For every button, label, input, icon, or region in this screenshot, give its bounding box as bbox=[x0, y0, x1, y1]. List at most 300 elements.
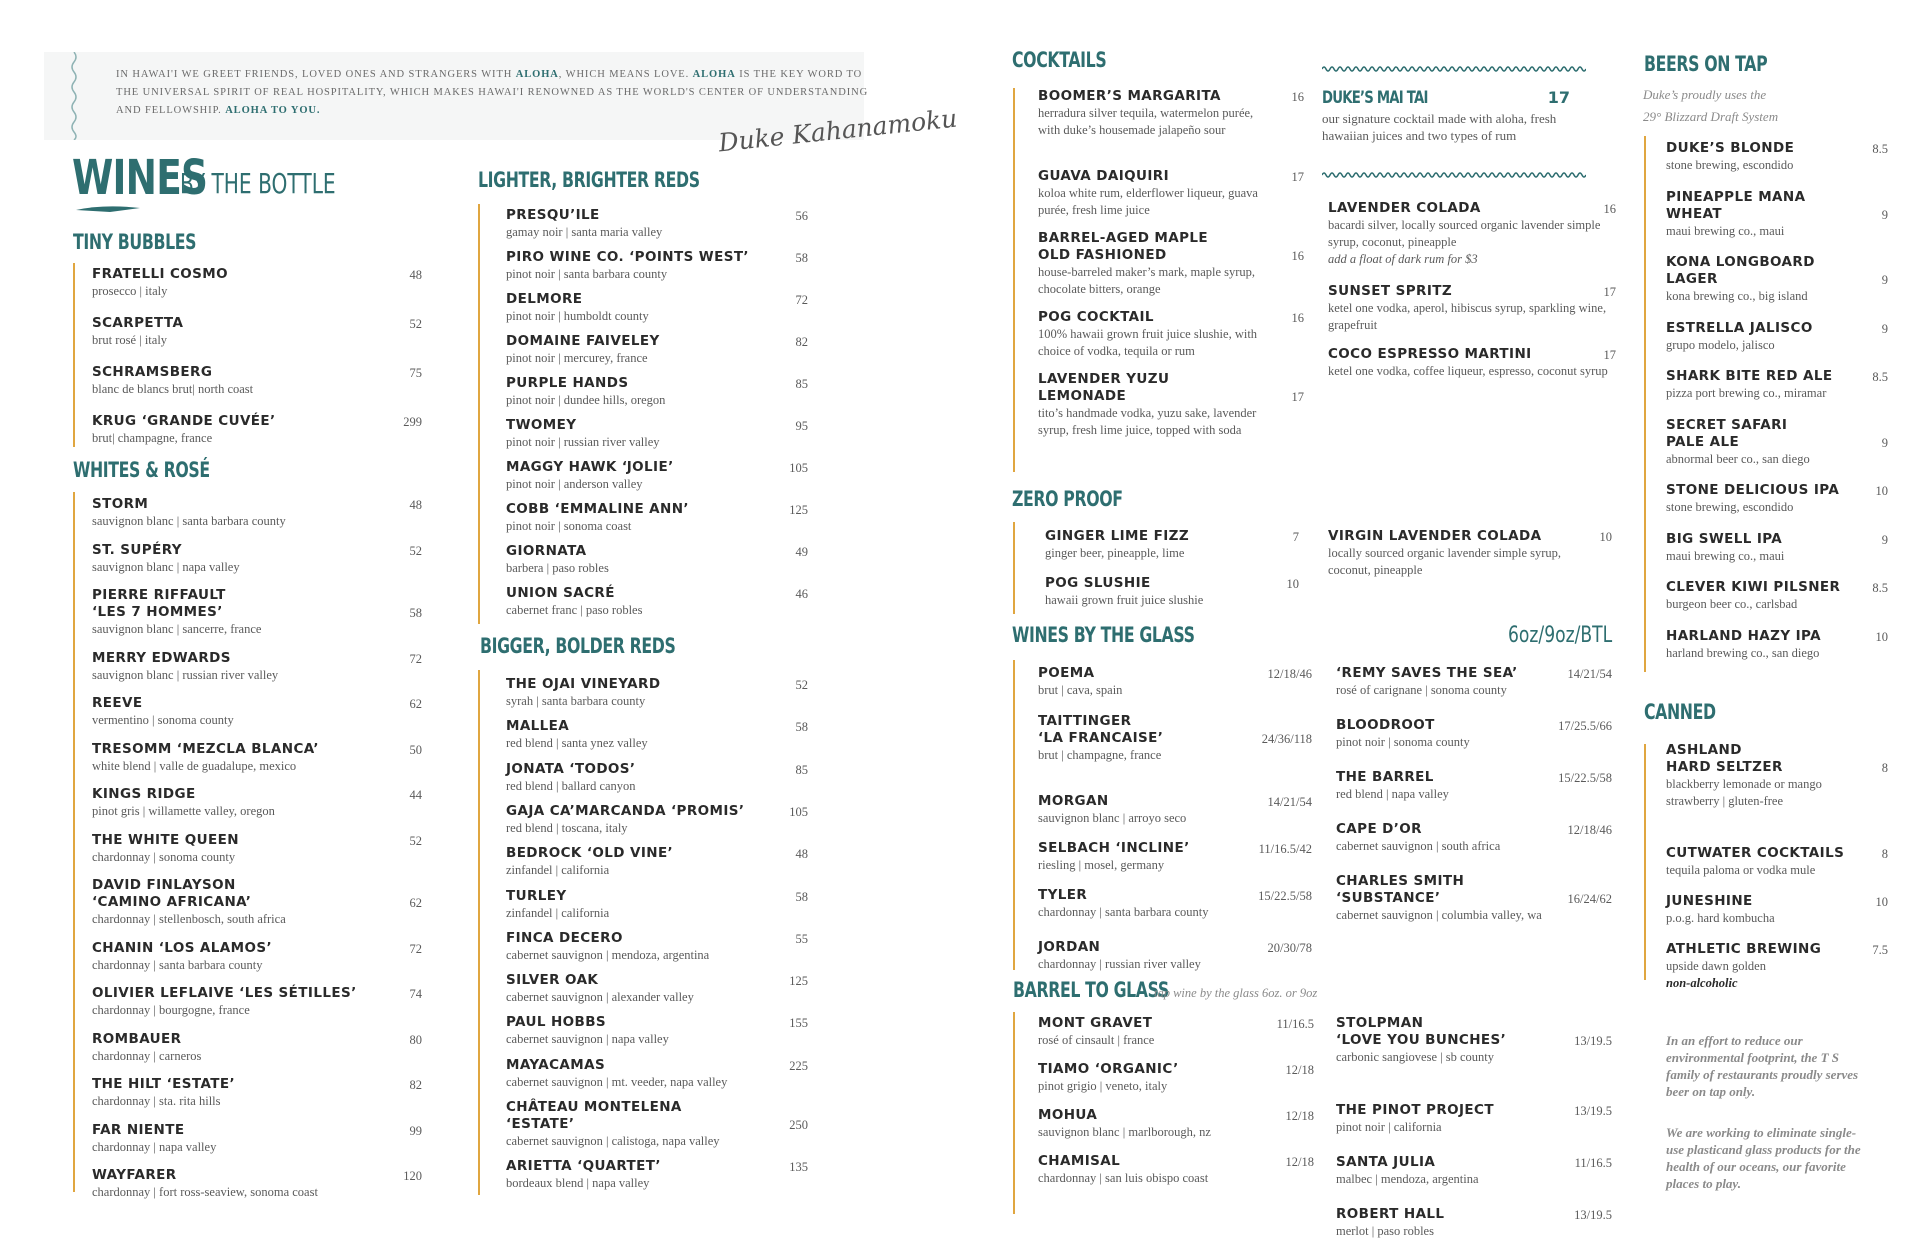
item-price: 15/22.5/58 bbox=[1558, 771, 1612, 785]
item-description: zinfandel | california bbox=[506, 863, 610, 878]
bolder-reds-item bbox=[506, 1014, 808, 1048]
item-name: PIRO WINE CO. ‘POINTS WEST’ bbox=[506, 249, 749, 265]
bolder-reds-item bbox=[506, 930, 808, 964]
item-name: MERRY EDWARDS bbox=[92, 649, 231, 666]
item-name: ROBERT HALL bbox=[1336, 1206, 1445, 1222]
item-price: 125 bbox=[789, 503, 808, 517]
item-description: ginger beer, pineapple, lime bbox=[1045, 546, 1185, 560]
item-price: 75 bbox=[409, 366, 422, 380]
glass-wine-item bbox=[1336, 665, 1612, 699]
whites-item bbox=[92, 1076, 422, 1110]
item-description: tito’s handmade vodka, yuzu sake, lavender syrup, fresh lime juice, topped with soda bbox=[1038, 406, 1257, 437]
item-name: MALLEA bbox=[506, 718, 570, 735]
item-price: 10 bbox=[1286, 577, 1299, 591]
item-price: 17 bbox=[1603, 348, 1616, 362]
item-price: 15/22.5/58 bbox=[1258, 889, 1312, 903]
bolder-reds-title: BIGGER, BOLDER REDS bbox=[480, 634, 676, 658]
item-name: JORDAN bbox=[1038, 939, 1101, 955]
item-name: MAGGY HAWK ‘JOLIE’ bbox=[506, 459, 674, 475]
item-price: 72 bbox=[795, 293, 808, 307]
item-name: POG COCKTAIL bbox=[1038, 309, 1154, 325]
item-price: 7 bbox=[1292, 530, 1299, 544]
item-price: 11/16.5 bbox=[1276, 1017, 1314, 1031]
item-description: upside dawn golden bbox=[1666, 959, 1766, 973]
item-description: pizza port brewing co., miramar bbox=[1666, 386, 1827, 400]
item-description: ketel one vodka, coffee liqueur, espresso, coconut syrup bbox=[1328, 364, 1608, 378]
wines-title-big: WINES bbox=[72, 150, 208, 206]
item-description: pinot noir | dundee hills, oregon bbox=[506, 393, 666, 407]
item-name: HARLAND HAZY IPA bbox=[1666, 627, 1821, 644]
item-price: 48 bbox=[409, 498, 422, 512]
item-description: pinot noir | santa barbara county bbox=[506, 267, 668, 281]
glass-wine-item bbox=[1038, 793, 1312, 827]
cocktail-item bbox=[1328, 283, 1616, 334]
item-price: 12/18 bbox=[1285, 1155, 1314, 1169]
barrel-wine-item bbox=[1336, 1154, 1612, 1188]
item-price: 62 bbox=[409, 896, 422, 910]
item-price: 10 bbox=[1875, 629, 1888, 644]
item-description: merlot | paso robles bbox=[1336, 1224, 1434, 1238]
item-price: 8.5 bbox=[1872, 370, 1888, 384]
beer-item bbox=[1666, 189, 1888, 240]
item-price: 155 bbox=[789, 1016, 808, 1031]
item-price: 44 bbox=[409, 788, 422, 802]
bolder-reds-item bbox=[506, 845, 808, 879]
glass-wine-item bbox=[1038, 665, 1312, 699]
item-price: 82 bbox=[409, 1078, 422, 1092]
item-name: FAR NIENTE bbox=[92, 1121, 185, 1138]
item-price: 135 bbox=[789, 1160, 808, 1175]
item-price: 16 bbox=[1291, 249, 1304, 263]
tiny-bubbles-item bbox=[92, 315, 422, 349]
bolder-reds-item bbox=[506, 972, 808, 1006]
zero-proof-item bbox=[1328, 528, 1612, 579]
item-name: ASHLAND bbox=[1666, 742, 1742, 758]
bolder-reds-item bbox=[506, 676, 808, 710]
item-price: 95 bbox=[795, 419, 808, 433]
item-description: pinot noir | anderson valley bbox=[506, 477, 643, 491]
item-price: 80 bbox=[409, 1032, 422, 1047]
item-description: sauvignon blanc | santa barbara county bbox=[92, 514, 286, 528]
mai-tai-name: DUKE’S MAI TAI bbox=[1322, 88, 1428, 108]
item-name: GAJA CA’MARCANDA ‘PROMIS’ bbox=[506, 802, 745, 819]
tiny-bubbles-item bbox=[92, 413, 422, 447]
item-name: DAVID FINLAYSON bbox=[92, 877, 236, 893]
item-description: riesling | mosel, germany bbox=[1038, 858, 1165, 872]
item-description: carbonic sangiovese | sb county bbox=[1336, 1050, 1495, 1064]
item-description: chardonnay | napa valley bbox=[92, 1139, 217, 1154]
item-price: 10 bbox=[1875, 895, 1888, 909]
item-price: 46 bbox=[795, 587, 808, 601]
item-name-line2: WHEAT bbox=[1666, 205, 1723, 222]
beer-item bbox=[1666, 368, 1888, 402]
item-price: 105 bbox=[789, 461, 808, 475]
item-name: ST. SUPÉRY bbox=[92, 541, 182, 558]
lighter-reds-item bbox=[506, 291, 808, 325]
item-price: 9 bbox=[1881, 321, 1888, 336]
item-description: red blend | napa valley bbox=[1336, 787, 1449, 801]
item-price: 8.5 bbox=[1872, 581, 1888, 595]
item-description: brut rosé | italy bbox=[92, 333, 168, 347]
item-description: chardonnay | san luis obispo coast bbox=[1038, 1171, 1209, 1185]
item-name: THE WHITE QUEEN bbox=[92, 831, 239, 848]
item-description: sauvignon blanc | russian river valley bbox=[92, 667, 279, 682]
barrel-wine-item bbox=[1038, 1015, 1314, 1049]
item-name-line2: PALE ALE bbox=[1666, 433, 1740, 450]
item-price: 52 bbox=[795, 678, 808, 692]
item-price: 52 bbox=[409, 833, 422, 848]
lighter-reds-item bbox=[506, 207, 808, 241]
zero-proof-item bbox=[1045, 575, 1299, 609]
beer-item bbox=[1666, 482, 1888, 516]
item-description: syrah | santa barbara county bbox=[506, 694, 646, 708]
item-price: 14/21/54 bbox=[1567, 667, 1612, 681]
item-description: brut | champagne, france bbox=[1038, 748, 1162, 762]
item-name: CHÂTEAU MONTELENA bbox=[506, 1099, 682, 1115]
item-name: ROMBAUER bbox=[92, 1030, 182, 1047]
item-description: vermentino | sonoma county bbox=[92, 713, 234, 727]
item-description: barbera | paso robles bbox=[506, 561, 609, 575]
item-price: 9 bbox=[1881, 207, 1888, 222]
item-price: 62 bbox=[409, 697, 422, 711]
bolder-reds-item bbox=[506, 888, 808, 922]
lighter-reds-item bbox=[506, 543, 808, 577]
glass-wine-item bbox=[1038, 939, 1312, 973]
glass-wine-item bbox=[1038, 840, 1312, 874]
item-name-line2: OLD FASHIONED bbox=[1038, 247, 1167, 263]
item-description: maui brewing co., maui bbox=[1666, 223, 1785, 238]
wave-decoration-icon bbox=[70, 52, 78, 140]
item-description: rosé of carignane | sonoma county bbox=[1336, 683, 1507, 697]
whites-item bbox=[92, 542, 422, 576]
item-name: SECRET SAFARI bbox=[1666, 416, 1788, 433]
item-description: maui brewing co., maui bbox=[1666, 548, 1785, 563]
item-name: SANTA JULIA bbox=[1336, 1154, 1436, 1170]
glass-wine-item bbox=[1038, 713, 1312, 764]
mai-tai-desc: our signature cocktail made with aloha, fresh hawaiian juices and two types of rum bbox=[1322, 111, 1557, 143]
item-name: STOLPMAN bbox=[1336, 1015, 1424, 1031]
item-description: cabernet sauvignon | napa valley bbox=[506, 1032, 669, 1047]
cocktail-item bbox=[1038, 230, 1304, 298]
item-name: DUKE’S BLONDE bbox=[1666, 140, 1795, 156]
item-price: 9 bbox=[1881, 273, 1888, 287]
item-name: THE BARREL bbox=[1336, 769, 1434, 785]
canned-item bbox=[1666, 742, 1888, 810]
item-description: ketel one vodka, aperol, hibiscus syrup, sparkling wine, grapefruit bbox=[1328, 301, 1607, 332]
item-price: 85 bbox=[795, 762, 808, 777]
item-description: red blend | ballard canyon bbox=[506, 778, 636, 793]
item-price: 49 bbox=[795, 545, 808, 559]
item-price: 10 bbox=[1875, 484, 1888, 498]
item-name: TURLEY bbox=[506, 887, 567, 904]
tiny-bubbles-item bbox=[92, 364, 422, 398]
item-price: 12/18 bbox=[1285, 1063, 1314, 1077]
glass-wine-item bbox=[1336, 873, 1612, 924]
item-description: abnormal beer co., san diego bbox=[1666, 451, 1810, 466]
item-description: cabernet sauvignon | calistoga, napa valley bbox=[506, 1134, 720, 1148]
item-price: 12/18/46 bbox=[1267, 667, 1312, 681]
cocktails-title: COCKTAILS bbox=[1012, 48, 1107, 72]
glass-wine-item bbox=[1336, 821, 1612, 855]
item-description: sauvignon blanc | marlborough, nz bbox=[1038, 1125, 1211, 1139]
barrel-title: BARREL TO GLASS bbox=[1013, 978, 1169, 1002]
item-name: TIAMO ‘ORGANIC’ bbox=[1038, 1061, 1179, 1077]
item-price: 16 bbox=[1603, 202, 1616, 216]
item-description: pinot noir | russian river valley bbox=[506, 435, 660, 449]
item-price: 55 bbox=[795, 931, 808, 946]
barrel-wine-item bbox=[1336, 1015, 1612, 1066]
item-name-line2: ‘CAMINO AFRICANA’ bbox=[92, 894, 252, 910]
item-name: GIORNATA bbox=[506, 543, 587, 559]
item-description: blackberry lemonade or mango strawberry | gluten-free bbox=[1666, 777, 1822, 808]
beer-item bbox=[1666, 417, 1888, 468]
item-description: cabernet sauvignon | south africa bbox=[1336, 839, 1501, 853]
item-name: BLOODROOT bbox=[1336, 717, 1435, 733]
lighter-reds-item bbox=[506, 375, 808, 409]
item-name-line2: HARD SELTZER bbox=[1666, 759, 1783, 775]
item-price: 52 bbox=[409, 543, 422, 558]
item-name: TYLER bbox=[1038, 887, 1088, 903]
whites-item bbox=[92, 1031, 422, 1065]
item-description: pinot gris | willamette valley, oregon bbox=[92, 804, 275, 818]
item-description: cabernet sauvignon | mt. veeder, napa valley bbox=[506, 1074, 728, 1089]
item-description: grupo modelo, jalisco bbox=[1666, 337, 1775, 352]
item-name: CUTWATER COCKTAILS bbox=[1666, 845, 1845, 861]
item-description: red blend | toscana, italy bbox=[506, 820, 628, 835]
item-price: 82 bbox=[795, 335, 808, 349]
item-price: 16 bbox=[1291, 90, 1304, 104]
beer-item bbox=[1666, 320, 1888, 354]
item-name: BIG SWELL IPA bbox=[1666, 530, 1783, 547]
wave-top-icon bbox=[1322, 64, 1586, 74]
item-name: UNION SACRÉ bbox=[506, 585, 615, 601]
item-name: ARIETTA ‘QUARTET’ bbox=[506, 1158, 661, 1175]
mai-tai-item bbox=[1322, 88, 1570, 144]
item-name: MOHUA bbox=[1038, 1107, 1098, 1123]
barrel-wine-item bbox=[1336, 1102, 1612, 1136]
lighter-reds-item bbox=[506, 417, 808, 451]
item-name: GUAVA DAIQUIRI bbox=[1038, 168, 1169, 184]
item-price: 48 bbox=[409, 268, 422, 282]
item-name-line2: ‘LA FRANCAISE’ bbox=[1038, 730, 1164, 746]
item-description: bacardi silver, locally sourced organic lavender simple syrup, coconut, pineapple bbox=[1328, 218, 1601, 249]
item-description: p.o.g. hard kombucha bbox=[1666, 911, 1775, 925]
beers-subtitle-2: 29° Blizzard Draft System bbox=[1643, 109, 1779, 124]
item-price: 299 bbox=[403, 415, 422, 429]
item-price: 58 bbox=[795, 720, 808, 735]
item-description: zinfandel | california bbox=[506, 905, 610, 920]
beers-title: BEERS ON TAP bbox=[1644, 52, 1768, 76]
item-description: burgeon beer co., carlsbad bbox=[1666, 597, 1798, 611]
eco-note-2: We are working to eliminate single-use plasticand glass products for the health of our oceans, our favorite places to play. bbox=[1666, 1125, 1861, 1191]
item-price: 13/19.5 bbox=[1574, 1034, 1612, 1048]
beers-subtitle-1: Duke’s proudly uses the bbox=[1643, 87, 1767, 102]
item-name: KRUG ‘GRANDE CUVÉE’ bbox=[92, 413, 276, 429]
whites-item bbox=[92, 1122, 422, 1156]
section-divider bbox=[1013, 88, 1015, 472]
item-name-line2: ‘LOVE YOU BUNCHES’ bbox=[1336, 1032, 1507, 1048]
item-name: POG SLUSHIE bbox=[1045, 575, 1151, 591]
item-description: hawaii grown fruit juice slushie bbox=[1045, 593, 1204, 607]
item-name: TAITTINGER bbox=[1038, 713, 1132, 729]
section-divider bbox=[1644, 136, 1646, 672]
section-divider bbox=[1013, 660, 1015, 970]
item-price: 17/25.5/66 bbox=[1558, 719, 1612, 733]
item-price: 58 bbox=[409, 606, 422, 620]
item-name: JUNESHINE bbox=[1666, 893, 1753, 909]
item-price: 13/19.5 bbox=[1574, 1104, 1612, 1118]
item-name: TRESOMM ‘MEZCLA BLANCA’ bbox=[92, 740, 319, 757]
item-name: THE HILT ‘ESTATE’ bbox=[92, 1076, 236, 1092]
item-description: kona brewing co., big island bbox=[1666, 289, 1808, 303]
item-name: ESTRELLA JALISCO bbox=[1666, 319, 1813, 336]
item-description: pinot noir | sonoma coast bbox=[506, 519, 632, 533]
item-price: 250 bbox=[789, 1118, 808, 1132]
item-name: CHAMISAL bbox=[1038, 1153, 1121, 1169]
beer-item bbox=[1666, 628, 1888, 662]
item-description: cabernet sauvignon | mendoza, argentina bbox=[506, 947, 710, 962]
item-name-line2: ‘ESTATE’ bbox=[506, 1116, 575, 1132]
item-price: 52 bbox=[409, 317, 422, 331]
item-name: OLIVIER LEFLAIVE ‘LES SÉTILLES’ bbox=[92, 985, 357, 1001]
item-description: tequila paloma or vodka mule bbox=[1666, 863, 1816, 877]
item-price: 58 bbox=[795, 251, 808, 265]
whites-item bbox=[92, 786, 422, 820]
beer-item bbox=[1666, 140, 1888, 174]
item-description: red blend | santa ynez valley bbox=[506, 736, 648, 751]
item-name: WAYFARER bbox=[92, 1167, 177, 1183]
item-description: sauvignon blanc | napa valley bbox=[92, 559, 240, 574]
item-price: 8 bbox=[1881, 761, 1888, 775]
item-name: PURPLE HANDS bbox=[506, 375, 629, 391]
tiny-bubbles-title: TINY BUBBLES bbox=[73, 230, 197, 254]
cocktail-item bbox=[1038, 88, 1304, 139]
whites-item bbox=[92, 496, 422, 530]
whites-item bbox=[92, 985, 422, 1019]
item-price: 17 bbox=[1291, 390, 1304, 404]
canned-title: CANNED bbox=[1644, 700, 1716, 724]
item-description: house-barreled maker’s mark, maple syrup, chocolate bitters, orange bbox=[1038, 265, 1256, 296]
title-swoosh-icon bbox=[74, 202, 144, 214]
item-name: POEMA bbox=[1038, 665, 1095, 681]
item-name: DELMORE bbox=[506, 291, 583, 307]
barrel-subtitle: tap wine by the glass 6oz. or 9oz bbox=[1154, 986, 1318, 1000]
item-price: 225 bbox=[789, 1058, 808, 1073]
item-price: 58 bbox=[795, 889, 808, 904]
lighter-reds-title: LIGHTER, BRIGHTER REDS bbox=[478, 168, 700, 192]
item-name: GINGER LIME FIZZ bbox=[1045, 528, 1190, 544]
item-name: SCARPETTA bbox=[92, 315, 184, 331]
whites-item bbox=[92, 1167, 422, 1201]
item-name: FINCA DECERO bbox=[506, 929, 623, 946]
bolder-reds-item bbox=[506, 761, 808, 795]
item-price: 72 bbox=[409, 941, 422, 956]
item-price: 9 bbox=[1881, 532, 1888, 547]
item-price: 12/18 bbox=[1285, 1109, 1314, 1123]
item-price: 20/30/78 bbox=[1267, 941, 1312, 955]
cocktail-item bbox=[1038, 168, 1304, 219]
intro-text: IN HAWAI'I WE GREET FRIENDS, LOVED ONES AND STRANGERS WITH ALOHA, WHICH MEANS LOVE. ALOHA IS THE KEY WORD TO THE UNIVERSAL SPIRIT OF REAL HOSPITALITY, WHICH MAKES HAWAI'I RENOWNED AS THE WORLD'S CENTER OF UNDERSTANDING AND FELLOWSHIP. ALOHA TO YOU. bbox=[116, 69, 869, 116]
item-name-line2: LAGER bbox=[1666, 271, 1718, 287]
item-name: STORM bbox=[92, 496, 149, 512]
item-description: chardonnay | russian river valley bbox=[1038, 957, 1201, 971]
item-price: 120 bbox=[403, 1169, 422, 1183]
item-name: COBB ‘EMMALINE ANN’ bbox=[506, 501, 689, 517]
item-price: 72 bbox=[409, 651, 422, 666]
item-name: PAUL HOBBS bbox=[506, 1014, 607, 1031]
item-name-line2: ‘SUBSTANCE’ bbox=[1336, 890, 1441, 906]
item-name: ‘REMY SAVES THE SEA’ bbox=[1336, 665, 1518, 681]
item-name: STONE DELICIOUS IPA bbox=[1666, 482, 1840, 498]
item-description: gamay noir | santa maria valley bbox=[506, 225, 663, 239]
eco-note-1: In an effort to reduce our environmental footprint, the T S family of restaurants proudly serves beer on tap only. bbox=[1666, 1033, 1859, 1099]
item-name: LAVENDER YUZU bbox=[1038, 371, 1170, 387]
item-price: 48 bbox=[795, 847, 808, 862]
item-name: BEDROCK ‘OLD VINE’ bbox=[506, 845, 674, 862]
item-name: MONT GRAVET bbox=[1038, 1015, 1153, 1031]
item-description: sauvignon blanc | sancerre, france bbox=[92, 622, 262, 636]
wines-by-glass-title: WINES BY THE GLASS bbox=[1012, 623, 1195, 647]
item-price: 17 bbox=[1291, 170, 1304, 184]
lighter-reds-item bbox=[506, 249, 808, 283]
mai-tai-price: 17 bbox=[1547, 88, 1570, 107]
barrel-wine-item bbox=[1038, 1153, 1314, 1187]
item-description: pinot noir | mercurey, france bbox=[506, 351, 648, 365]
item-name: VIRGIN LAVENDER COLADA bbox=[1328, 528, 1542, 544]
item-description: brut| champagne, france bbox=[92, 431, 213, 445]
section-divider bbox=[478, 670, 480, 1195]
item-price: 11/16.5/42 bbox=[1258, 842, 1312, 856]
whites-item bbox=[92, 832, 422, 866]
item-name: SILVER OAK bbox=[506, 972, 599, 989]
whites-item bbox=[92, 650, 422, 684]
item-name: CAPE D’OR bbox=[1336, 821, 1422, 837]
canned-item bbox=[1666, 845, 1888, 879]
item-price: 14/21/54 bbox=[1267, 795, 1312, 809]
item-name: FRATELLI COSMO bbox=[92, 266, 228, 282]
whites-item bbox=[92, 877, 422, 928]
item-name: PINEAPPLE MANA bbox=[1666, 188, 1806, 205]
barrel-wine-item bbox=[1038, 1061, 1314, 1095]
item-name: COCO ESPRESSO MARTINI bbox=[1328, 346, 1532, 362]
item-name: CHANIN ‘LOS ALAMOS’ bbox=[92, 939, 272, 956]
item-description: malbec | mendoza, argentina bbox=[1336, 1172, 1479, 1186]
item-price: 8 bbox=[1881, 847, 1888, 861]
item-description: pinot noir | humboldt county bbox=[506, 309, 649, 323]
item-description: pinot grigio | veneto, italy bbox=[1038, 1079, 1168, 1093]
lighter-reds-item bbox=[506, 585, 808, 619]
item-price: 12/18/46 bbox=[1567, 823, 1612, 837]
item-description: cabernet sauvignon | alexander valley bbox=[506, 990, 694, 1005]
bolder-reds-item bbox=[506, 803, 808, 837]
bolder-reds-item bbox=[506, 1158, 808, 1192]
item-note: non-alcoholic bbox=[1666, 976, 1738, 990]
item-description: harland brewing co., san diego bbox=[1666, 645, 1820, 660]
item-description: stone brewing, escondido bbox=[1666, 500, 1794, 514]
item-price: 105 bbox=[789, 804, 808, 819]
barrel-wine-item bbox=[1038, 1107, 1314, 1141]
item-description: prosecco | italy bbox=[92, 284, 168, 298]
section-divider bbox=[73, 263, 75, 447]
item-name: THE PINOT PROJECT bbox=[1336, 1102, 1494, 1118]
item-name: CLEVER KIWI PILSNER bbox=[1666, 579, 1841, 595]
item-description: locally sourced organic lavender simple syrup, coconut, pineapple bbox=[1328, 546, 1562, 577]
item-price: 16/24/62 bbox=[1567, 892, 1612, 906]
cocktail-item bbox=[1328, 200, 1616, 268]
item-price: 74 bbox=[409, 987, 422, 1001]
item-price: 7.5 bbox=[1872, 943, 1888, 957]
section-divider bbox=[1644, 744, 1646, 980]
